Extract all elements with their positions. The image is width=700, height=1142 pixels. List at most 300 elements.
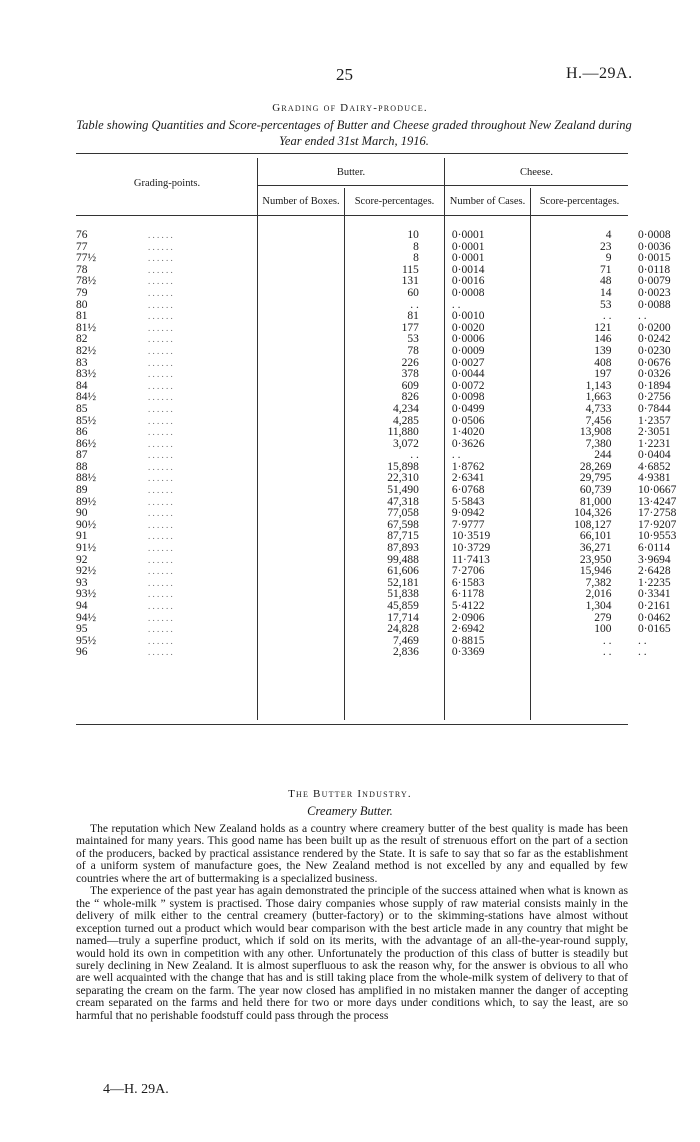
butter-score: 0·8815 [451,634,485,647]
cheese-score: 0·0676 [638,356,671,369]
cheese-cases: 13,908 [579,426,612,439]
butter-boxes: 11,880 [387,426,419,439]
grading-point-cell [76,601,250,613]
cheese-cases: 7,382 [585,576,612,589]
cheese-score: 13·4247 [638,495,677,508]
butter-score: 10·3729 [451,542,491,555]
butter-boxes-cell [250,381,419,393]
cheese-score-cell [611,543,700,555]
butter-score: 10·3519 [451,530,491,543]
grading-point-cell [76,555,250,567]
cheese-cases: 100 [594,623,612,636]
butter-score: . . [451,298,461,311]
table-row [76,230,700,242]
butter-boxes-cell [250,253,419,265]
butter-score: 0·0010 [451,310,485,323]
grading-point-cell [76,427,250,439]
butter-boxes-cell [250,230,419,242]
leader-dots: . . . . . . [148,415,173,426]
leader-dots: . . . . . . [148,253,173,264]
grading-point-cell [76,636,250,648]
cheese-score: 0·0023 [638,286,671,299]
butter-boxes-cell [250,242,419,254]
grading-point-cell [76,358,250,370]
butter-boxes: 8 [413,252,419,265]
butter-score: 0·3626 [451,437,485,450]
grading-point-cell [76,543,250,555]
grading-point-cell [76,508,250,520]
butter-boxes: 17,714 [387,611,419,624]
butter-score: 0·0499 [451,402,485,415]
grading-point-cell [76,566,250,578]
butter-boxes: 4,234 [392,402,419,415]
butter-boxes: 87,893 [387,542,419,555]
grading-point: 82½ [76,344,97,357]
butter-score: 0·0014 [451,263,485,276]
grading-point-cell [76,253,250,265]
butter-score: 1·4020 [451,426,485,439]
grading-point: 93½ [76,588,97,601]
butter-score: 5·4122 [451,600,485,612]
leader-dots: . . . . . . [148,450,173,461]
grading-points-header: Grading-points. [133,178,201,189]
grading-point: 84½ [76,391,97,404]
butter-boxes: 53 [407,333,419,346]
paragraph: The reputation which New Zealand holds as a country where creamery butter of the best quality is made has been maintained for many years. This good name has been built up as the result of strenuous effort on the part of a section of the producers, backed by practical assistance rendered by the State. It is safe to say that so far as the establishment of a uniform system of manufacture goes, the New Zealand method is not excelled by any and equalled by few countries where the art of buttermaking is a specialized business. [76,822,628,885]
grading-point: 83 [76,356,88,369]
column-header-butter-score: Score-percentages. [354,196,435,207]
butter-score-cell [419,439,522,451]
leader-dots: . . . . . . [148,461,173,472]
cheese-cases: 23 [599,240,612,253]
butter-boxes: 51,490 [387,484,419,497]
grading-point-cell [76,230,250,242]
leader-dots: . . . . . . [148,276,173,287]
leader-dots: . . . . . . [148,334,173,345]
butter-score: 5·5843 [451,495,485,508]
butter-score: 0·0020 [451,321,485,334]
cheese-cases: 71 [599,263,612,276]
cheese-cases: 1,663 [585,391,612,404]
cheese-cases: . . [602,310,612,323]
table-row [76,601,700,613]
leader-dots: . . . . . . [148,531,173,542]
cheese-score: 6·0114 [638,542,671,555]
butter-boxes: 4,285 [392,414,419,427]
cheese-score: 0·0326 [638,368,671,381]
cheese-cases: 244 [594,449,612,462]
grading-point-cell [76,450,250,462]
grading-point-cell [76,613,250,625]
grading-point: 85½ [76,414,97,427]
butter-score: 7·2706 [451,565,485,578]
cheese-cases: 29,795 [579,472,612,485]
leader-dots: . . . . . . [148,322,173,333]
cheese-score-cell [611,647,700,659]
cheese-score: 2·6428 [638,565,671,578]
cheese-cases-cell [522,624,612,636]
cheese-cases-cell [522,253,612,265]
grading-point: 84 [76,379,88,392]
leader-dots: . . . . . . [148,612,173,623]
cheese-score: 0·0088 [638,298,671,311]
grading-point-cell [76,439,250,451]
grading-point: 90½ [76,518,97,531]
column-header-butter-boxes: Number of Boxes. [262,196,340,207]
butter-boxes: 7,469 [392,634,419,647]
grading-point: 86½ [76,437,97,450]
leader-dots: . . . . . . [148,589,173,600]
grading-point: 81½ [76,321,97,334]
leader-dots: . . . . . . [148,485,173,496]
cheese-cases-cell [522,404,612,416]
grading-point: 91 [76,530,88,543]
grading-point-cell [76,369,250,381]
table-top-rule [76,153,628,154]
leader-dots: . . . . . . [148,380,173,391]
table-row [76,311,700,323]
grading-point: 76 [76,229,88,241]
butter-boxes: 22,310 [387,472,419,485]
butter-boxes: 378 [401,368,419,381]
grading-point: 78 [76,263,88,276]
butter-boxes-cell [250,543,419,555]
butter-score: 0·0009 [451,344,485,357]
butter-score: 6·0768 [451,484,485,497]
grading-point-cell [76,346,250,358]
butter-industry-heading: The Butter Industry. [288,788,412,800]
grading-point: 92½ [76,565,97,578]
butter-score: 2·6341 [451,472,485,485]
butter-boxes-cell [250,300,419,312]
cheese-cases: 2,016 [585,588,612,601]
section-heading: Grading of Dairy-produce. [272,102,428,114]
cheese-score: 0·0118 [638,263,671,276]
cheese-cases-cell [522,300,612,312]
butter-boxes: 60 [407,286,419,299]
butter-score-cell [419,404,522,416]
cheese-score: 0·0008 [638,229,671,241]
grading-point-cell [76,288,250,300]
grading-point: 94 [76,600,88,612]
butter-boxes-cell [250,369,419,381]
butter-boxes: 77,058 [387,507,419,520]
butter-boxes: 61,606 [387,565,419,578]
butter-score-cell [419,346,522,358]
butter-score-cell [419,369,522,381]
butter-score: 0·3369 [451,646,485,659]
cheese-score-cell [611,311,700,323]
butter-boxes-cell [250,346,419,358]
cheese-cases-cell [522,427,612,439]
table-header-rule [76,215,628,216]
cheese-cases: 4,733 [585,402,612,415]
cheese-cases-cell [522,485,612,497]
cheese-score-cell [611,300,700,312]
cheese-score-cell [611,404,700,416]
cheese-score: 1·2231 [638,437,671,450]
butter-boxes: 45,859 [387,600,419,612]
butter-score: 2·6942 [451,623,485,636]
butter-score: 9·0942 [451,507,485,520]
cheese-score-cell [611,230,700,242]
butter-score: . . [451,449,461,462]
cheese-cases: 15,946 [579,565,612,578]
page-signature: 4—H. 29A. [103,1082,169,1097]
leader-dots: . . . . . . [148,345,173,356]
grading-point-cell [76,300,250,312]
butter-score: 0·0001 [451,229,485,241]
leader-dots: . . . . . . [148,554,173,565]
cheese-cases: 60,739 [579,484,612,497]
cheese-score: 2·3051 [638,426,671,439]
cheese-cases: 81,000 [579,495,612,508]
butter-boxes: . . [410,449,419,462]
grading-point: 95½ [76,634,97,647]
leader-dots: . . . . . . [148,311,173,322]
butter-header: Butter. [336,167,366,178]
cheese-score: 0·2161 [638,600,671,612]
cheese-cases-cell [522,276,612,288]
butter-boxes: 177 [401,321,419,334]
table-row [76,346,700,358]
cheese-cases-cell [522,311,612,323]
butter-score-cell [419,543,522,555]
grading-point-cell [76,265,250,277]
butter-boxes: 78 [407,344,419,357]
butter-score: 0·0016 [451,275,485,288]
cheese-score-cell [611,601,700,613]
butter-boxes-cell [250,485,419,497]
leader-dots: . . . . . . [148,241,173,252]
leader-dots: . . . . . . [148,427,173,438]
leader-dots: . . . . . . [148,473,173,484]
cheese-cases: 48 [599,275,612,288]
leader-dots: . . . . . . [148,392,173,403]
butter-boxes: 87,715 [387,530,419,543]
cheese-cases: 197 [594,368,612,381]
leader-dots: . . . . . . [148,299,173,310]
cheese-score-cell [611,369,700,381]
leader-dots: . . . . . . [148,566,173,577]
butter-score-cell [419,230,522,242]
cheese-cases: 108,127 [574,518,612,531]
grading-point: 88½ [76,472,97,485]
grading-point-cell [76,578,250,590]
cheese-cases: 14 [599,286,612,299]
cheese-score: 10·0667 [638,484,677,497]
cheese-score: 0·0036 [638,240,671,253]
butter-score-cell [419,601,522,613]
butter-score-cell [419,427,522,439]
grading-point: 77½ [76,252,97,265]
cheese-score: 4·9381 [638,472,671,485]
table-row [76,485,700,497]
butter-score-cell [419,288,522,300]
cheese-cases: 146 [594,333,612,346]
cheese-cases-cell [522,636,612,648]
grading-point: 96 [76,646,88,659]
cheese-score: . . [638,310,647,323]
cheese-cases-cell [522,369,612,381]
cheese-score: 1·2235 [638,576,671,589]
leader-dots: . . . . . . [148,438,173,449]
cheese-cases: 121 [594,321,612,334]
butter-score-cell [419,311,522,323]
butter-score: 6·1583 [451,576,485,589]
grading-point-cell [76,485,250,497]
cheese-cases: 104,326 [574,507,612,520]
grading-point: 95 [76,623,88,636]
table-row [76,647,700,659]
creamery-butter-subheading: Creamery Butter. [307,804,393,818]
butter-boxes: 131 [401,275,419,288]
cheese-cases: 7,456 [585,414,612,427]
butter-score: 6·1178 [451,588,485,601]
butter-boxes: 15,898 [387,460,419,473]
butter-boxes-cell [250,427,419,439]
butter-boxes-cell [250,404,419,416]
grading-point-cell [76,311,250,323]
cheese-score: 3·9694 [638,553,671,566]
butter-boxes: 99,488 [387,553,419,566]
grading-point-cell [76,497,250,509]
butter-score: 0·0001 [451,252,485,265]
cheese-score: 0·3341 [638,588,671,601]
grading-point: 86 [76,426,88,439]
butter-boxes-cell [250,323,419,335]
butter-boxes: 52,181 [387,576,419,589]
cheese-cases-cell [522,242,612,254]
grading-point-cell [76,473,250,485]
leader-dots: . . . . . . [148,577,173,588]
butter-score: 0·0098 [451,391,485,404]
butter-score: 0·0008 [451,286,485,299]
grading-point-cell [76,276,250,288]
grading-point: 89½ [76,495,97,508]
cheese-score: 4·6852 [638,460,671,473]
grading-point: 94½ [76,611,97,624]
cheese-score: 0·0462 [638,611,671,624]
grading-point: 89 [76,484,88,497]
grading-point: 82 [76,333,88,346]
cheese-cases: 36,271 [579,542,612,555]
butter-boxes-cell [250,647,419,659]
butter-boxes-cell [250,601,419,613]
butter-industry-text [76,823,628,1022]
leader-dots: . . . . . . [148,508,173,519]
leader-dots: . . . . . . [148,635,173,646]
grading-point-cell [76,531,250,543]
grading-point-cell [76,416,250,428]
butter-boxes-cell [250,439,419,451]
paragraph: The experience of the past year has again demonstrated the principle of the success attained when what is known as the “ whole-milk ” system is practised. Those dairy companies whose supply of raw material consists mainly in the delivery of milk either to the central creamery (butter-factory) or to the skimming-stations have almost without exception turned out a product which would bear comparison with the best article made in any country that might be named—truly a superfine product, which if sold on its merits, with the advantage of an all-the-year-round supply, would hold its own in competition with any other. Unfortunately the production of this class of butter is steadily but surely declining in New Zealand. It is almost superfluous to ask the reason why, for the answer is obvious to all who are well acquainted with the change that has and is still taking place from the whole-milk system of delivery to that of separating the cream on the farm. The year now closed has amplified in no mistaken manner the danger of accepting cream separated on the farms and held there for two or more days under conditions which, to say the least, are so harmful that no perishable foodstuff could pass through the process [76,884,628,1022]
document-reference: H.—29A. [566,65,633,82]
cheese-cases-cell [522,346,612,358]
butter-score-cell [419,647,522,659]
cheese-score: 0·0165 [638,623,671,636]
leader-dots: . . . . . . [148,496,173,507]
cheese-cases-cell [522,288,612,300]
grading-point: 80 [76,298,88,311]
grading-point-cell [76,647,250,659]
butter-boxes-cell [250,265,419,277]
butter-boxes: 24,828 [387,623,419,636]
grading-point: 92 [76,553,88,566]
cheese-score: 0·0230 [638,344,671,357]
cheese-score: 0·0015 [638,252,671,265]
grading-point-cell [76,624,250,636]
cheese-score: 0·1894 [638,379,671,392]
column-header-cheese-score: Score-percentages. [539,196,620,207]
butter-boxes-cell [250,334,419,346]
cheese-cases: 139 [594,344,612,357]
cheese-score: . . [638,646,647,659]
grading-point: 91½ [76,542,97,555]
butter-score: 11·7413 [451,553,490,566]
grading-point-cell [76,242,250,254]
butter-boxes-cell [250,311,419,323]
butter-score: 1·8762 [451,460,485,473]
leader-dots: . . . . . . [148,357,173,368]
cheese-cases-cell [522,647,612,659]
cheese-cases-cell [522,601,612,613]
grading-point-cell [76,323,250,335]
cheese-score-cell [611,485,700,497]
butter-boxes: 115 [401,263,419,276]
cheese-cases: 9 [605,252,612,265]
cheese-cases: 408 [594,356,612,369]
leader-dots: . . . . . . [148,403,173,414]
cheese-score: 1·2357 [638,414,671,427]
grading-point: 83½ [76,368,97,381]
butter-score: 0·0044 [451,368,485,381]
table-bottom-rule [76,724,628,725]
butter-boxes: 51,838 [387,588,419,601]
cheese-cases: 66,101 [579,530,612,543]
grading-point: 90 [76,507,88,520]
leader-dots: . . . . . . [148,287,173,298]
table-caption: Table showing Quantities and Score-percentages of Butter and Cheese graded throughout New Zealand during Year ended 31st March, 1916. [76,118,632,148]
butter-boxes: 3,072 [392,437,419,450]
table-row [76,404,700,416]
cheese-score: 10·9553 [638,530,677,543]
butter-boxes: 826 [401,391,419,404]
cheese-score: 0·7844 [638,402,671,415]
butter-score: 0·0027 [451,356,485,369]
butter-score: 0·0001 [451,240,485,253]
grading-point: 78½ [76,275,97,288]
grading-point-cell [76,462,250,474]
cheese-score: 17·9207 [638,518,677,531]
butter-boxes: 8 [413,240,419,253]
leader-dots: . . . . . . [148,369,173,380]
cheese-cases: 23,950 [579,553,612,566]
butter-boxes: 47,318 [387,495,419,508]
butter-boxes: 226 [401,356,419,369]
leader-dots: . . . . . . [148,647,173,658]
leader-dots: . . . . . . [148,519,173,530]
cheese-score-cell [611,636,700,648]
grading-point-cell [76,589,250,601]
cheese-cases: 53 [599,298,612,311]
column-header-cheese-cases: Number of Cases. [449,196,526,207]
grading-point: 88 [76,460,88,473]
cheese-score-cell [611,346,700,358]
butter-boxes: 10 [407,229,419,241]
cheese-cases: . . [602,634,612,647]
cheese-cases: 279 [594,611,612,624]
